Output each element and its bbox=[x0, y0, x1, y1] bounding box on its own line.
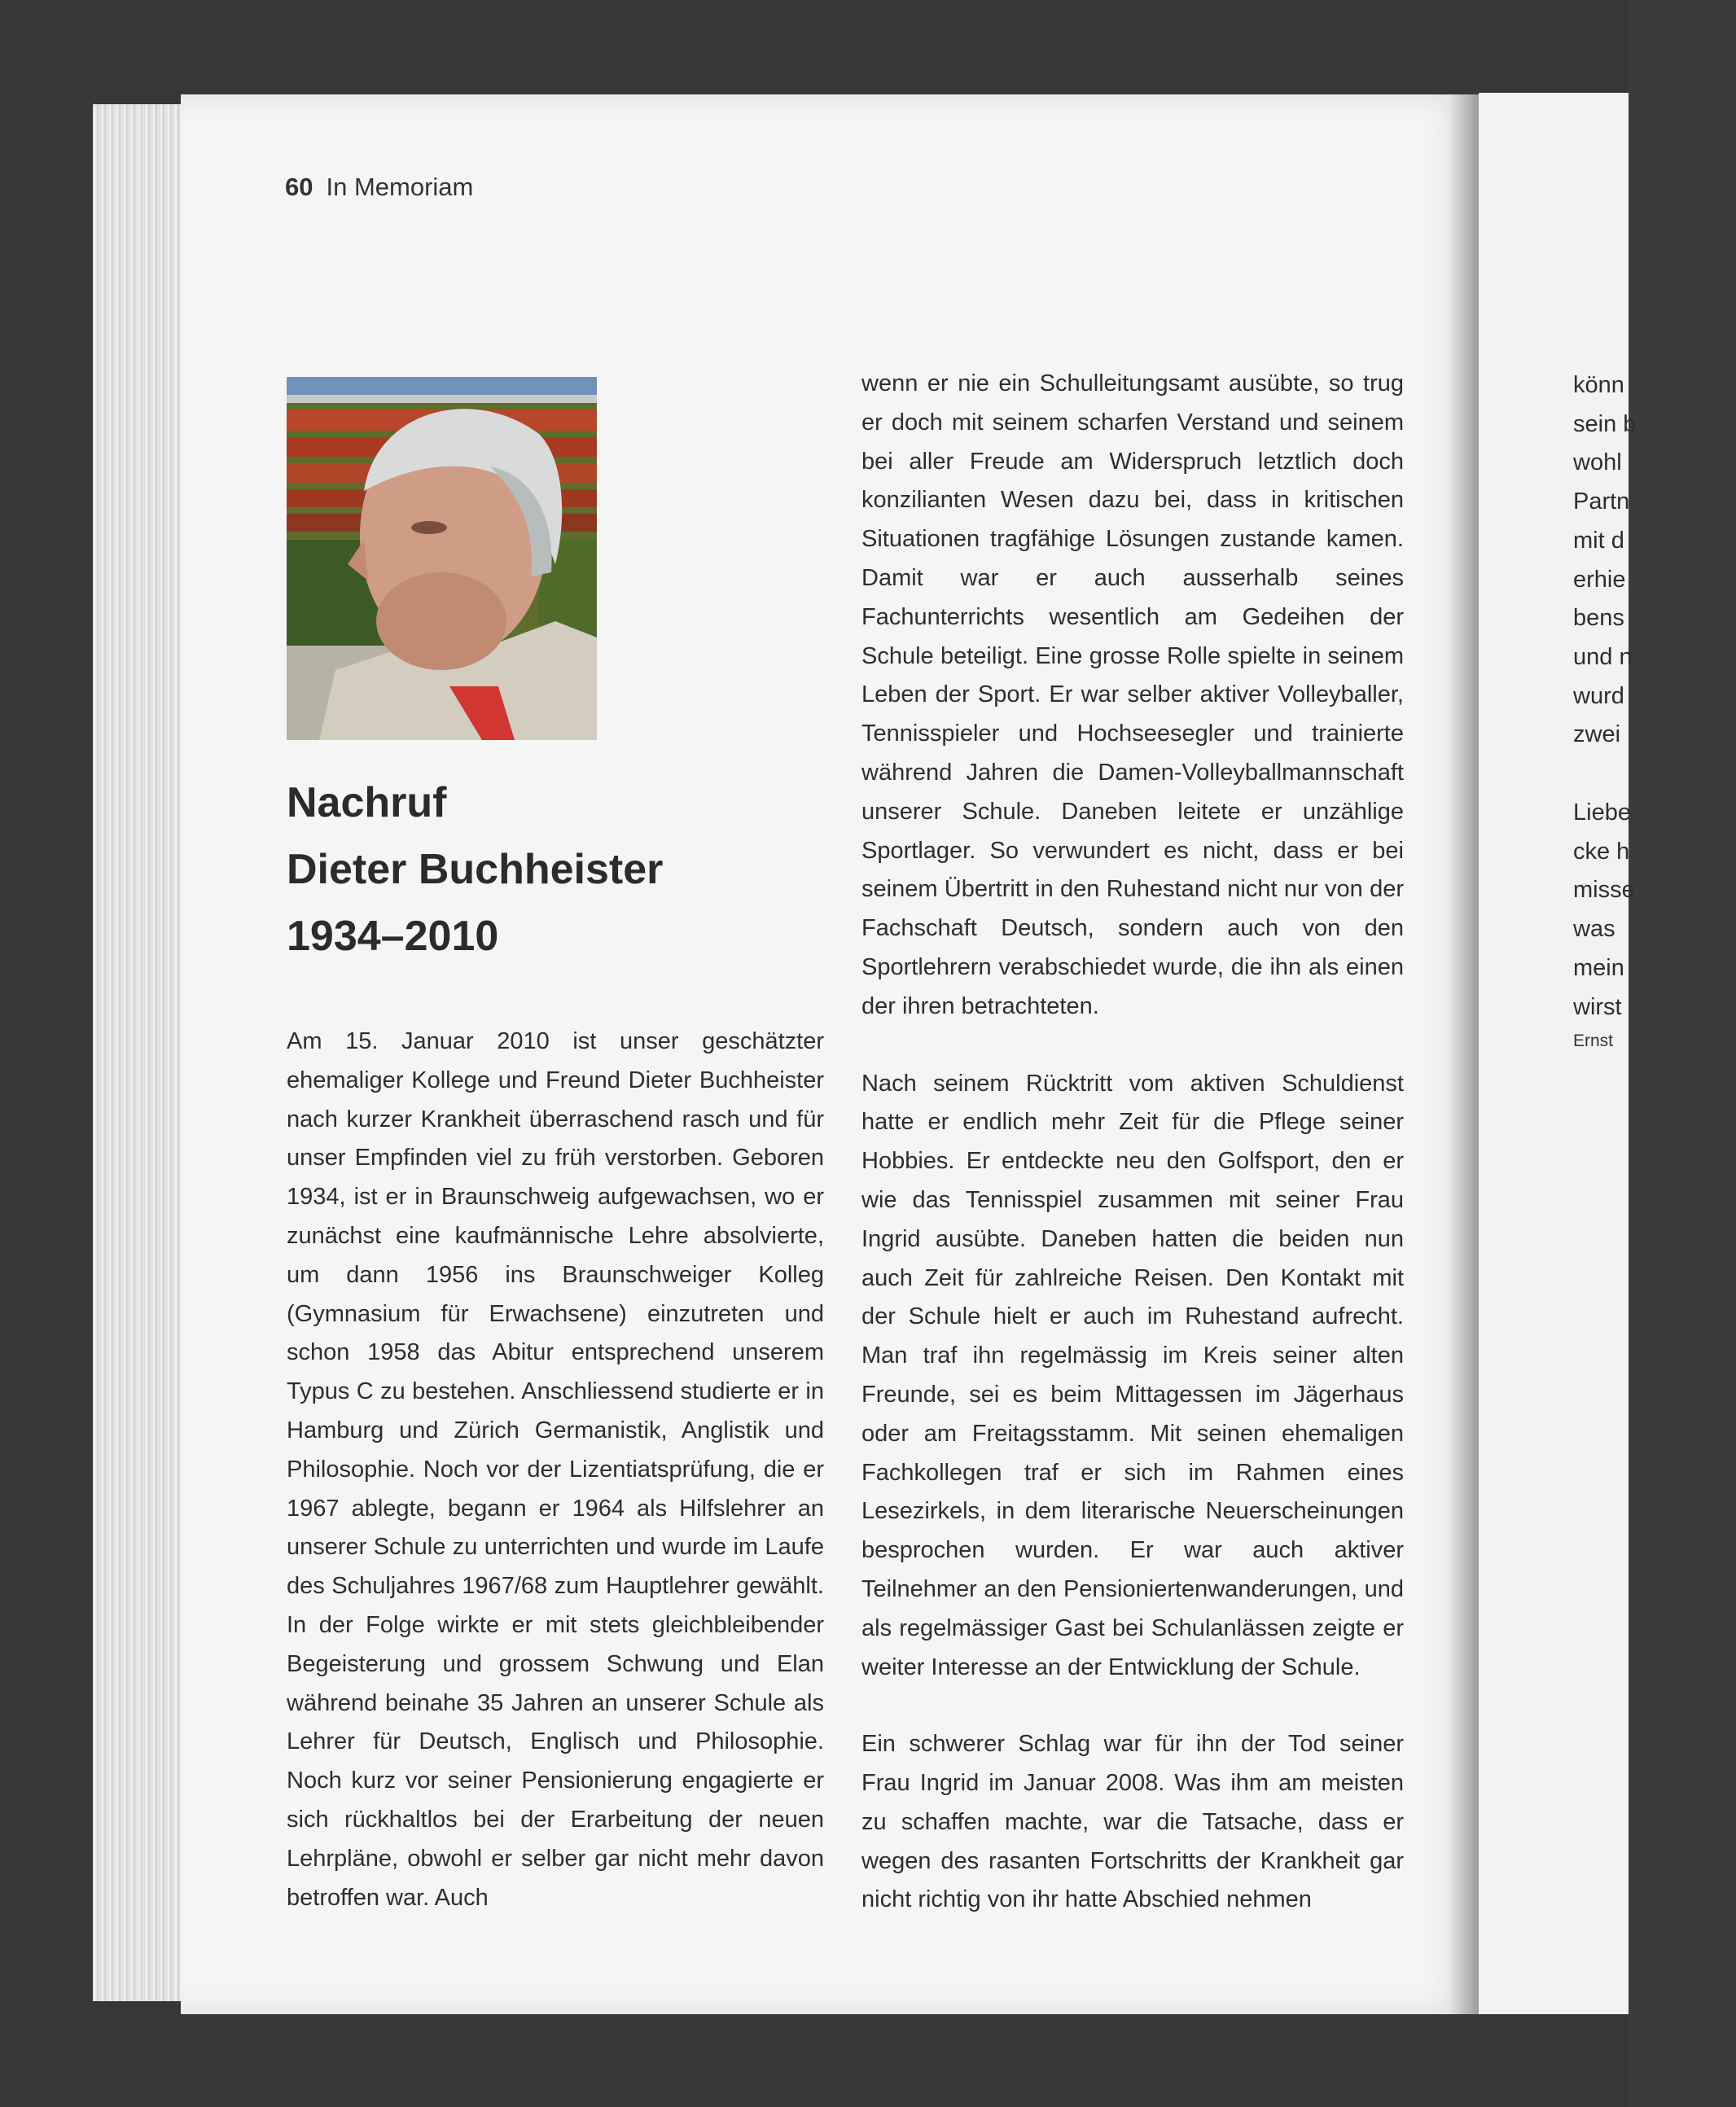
facing-line: misse bbox=[1573, 877, 1635, 904]
facing-line: zwei bbox=[1573, 721, 1621, 748]
paragraph: Ein schwerer Schlag war für ihn der Tod seiner Frau Ingrid im Januar 2008. Was ihm am meisten zu schaffen machte, war die Tatsache, dass er wegen des rasanten Fortschritts der Krankheit gar nicht richtig von ihr hatte Abschied nehmen bbox=[861, 1731, 1404, 1913]
title-line: Nachruf bbox=[287, 779, 447, 826]
page-stack-edges bbox=[93, 104, 191, 2001]
title-line: 1934–2010 bbox=[287, 913, 499, 960]
page-number: 60 bbox=[285, 173, 313, 201]
facing-line: wirst bbox=[1573, 993, 1622, 1020]
portrait-illustration bbox=[287, 377, 597, 740]
text-column-left bbox=[287, 1023, 824, 1917]
paragraph: Nach seinem Rücktritt vom aktiven Schuldienst hatte er endlich mehr Zeit für die Pflege seiner Hobbies. Er entdeckte neu den Golfsport, den er wie das Tennisspiel zusammen mit seiner Frau Ingrid ausübte. Daneben hatten die beiden nun auch Zeit für zahlreiche Reisen. Den Kontakt mit der Schule hielt er auch im Ruhestand aufrecht. Man traf ihn regelmässig im Kreis seiner alten Freunde, sei es beim Mittagessen im Jägerhaus oder am Freitagsstamm. Mit seinen ehemaligen Fachkollegen traf er sich im Rahmen eines Lesezirkels, in dem literarische Neuerscheinungen besprochen wurden. Er war auch aktiver Teilnehmer an den Pensioniertenwanderungen, und als regelmässiger Gast bei Schulanlässen zeigte er weiter Interesse an der Entwicklung der Schule. bbox=[861, 1070, 1404, 1680]
section-title: In Memoriam bbox=[326, 173, 474, 201]
facing-signature: Ernst bbox=[1573, 1032, 1614, 1051]
facing-line: könn bbox=[1573, 372, 1624, 398]
facing-line: Liebe bbox=[1573, 799, 1631, 826]
facing-line: was bbox=[1573, 916, 1615, 943]
facing-line: bens bbox=[1573, 605, 1624, 632]
article-title bbox=[287, 769, 663, 970]
facing-line: Partn bbox=[1573, 488, 1630, 515]
facing-page bbox=[1479, 93, 1637, 2014]
facing-line: erhie bbox=[1573, 566, 1626, 593]
facing-line: mein bbox=[1573, 954, 1624, 981]
text-column-middle bbox=[861, 365, 1404, 1920]
portrait-photo bbox=[287, 377, 597, 740]
running-head bbox=[285, 173, 473, 202]
facing-page-text bbox=[1573, 366, 1736, 1051]
book-gutter bbox=[1449, 94, 1479, 2014]
facing-line: wurd bbox=[1573, 682, 1624, 709]
facing-line: cke h bbox=[1573, 838, 1630, 865]
title-line: Dieter Buchheister bbox=[287, 846, 664, 893]
facing-line: mit d bbox=[1573, 527, 1624, 554]
facing-line: sein b bbox=[1573, 410, 1637, 437]
facing-line: wohl bbox=[1573, 449, 1622, 476]
paragraph: wenn er nie ein Schulleitungsamt ausübte, so trug er doch mit seinem scharfen Verstand und seinem bei aller Freude am Widerspruch letztlich doch konzilianten Wesen dazu bei, dass in kritischen Situationen tragfähige Lösungen zustande kamen. Damit war er auch ausserhalb seines Fachunterrichts wesentlich am Gedeihen der Schule beteiligt. Eine grosse Rolle spielte in seinem Leben der Sport. Er war selber aktiver Volleyballer, Tennisspieler und Hochseesegler und trainierte während Jahren die Damen-Volleyballmannschaft unserer Schule. Daneben leitete er unzählige Sportlager. So verwundert es nicht, dass er bei seinem Übertritt in den Ruhestand nicht nur von der Fachschaft Deutsch, sondern auch von den Sportlehrern verabschiedet wurde, die ihn als einen der ihren betrachteten. bbox=[861, 370, 1404, 1019]
facing-line: und n bbox=[1573, 643, 1633, 670]
paragraph: Am 15. Januar 2010 ist unser geschätzter ehemaliger Kollege und Freund Dieter Buchheister nach kurzer Krankheit überraschend rasch und für unser Empfinden viel zu früh verstorben. Geboren 1934, ist er in Braunschweig aufgewachsen, wo er zunächst eine kaufmännische Lehre absolvierte, um dann 1956 ins Braunschweiger Kolleg (Gymnasium für Erwachsene) einzutreten und schon 1958 das Abitur entsprechend unserem Typus C zu bestehen. Anschliessend studierte er in Hamburg und Zürich Germanistik, Anglistik und Philosophie. Noch vor der Lizentiatsprüfung, die er 1967 ablegte, begann er 1964 als Hilfslehrer an unserer Schule zu unterrichten und wurde im Laufe des Schuljahres 1967/68 zum Hauptlehrer gewählt. In der Folge wirkte er mit stets gleichbleibender Begeisterung und grossem Schwung und Elan während beinahe 35 Jahren an unserer Schule als Lehrer für Deutsch, Englisch und Philosophie. Noch kurz vor seiner Pensionierung engagierte er sich rückhaltlos bei der Erarbeitung der neuen Lehrpläne, obwohl er selber gar nicht mehr davon betroffen war. Auch bbox=[287, 1028, 824, 1911]
